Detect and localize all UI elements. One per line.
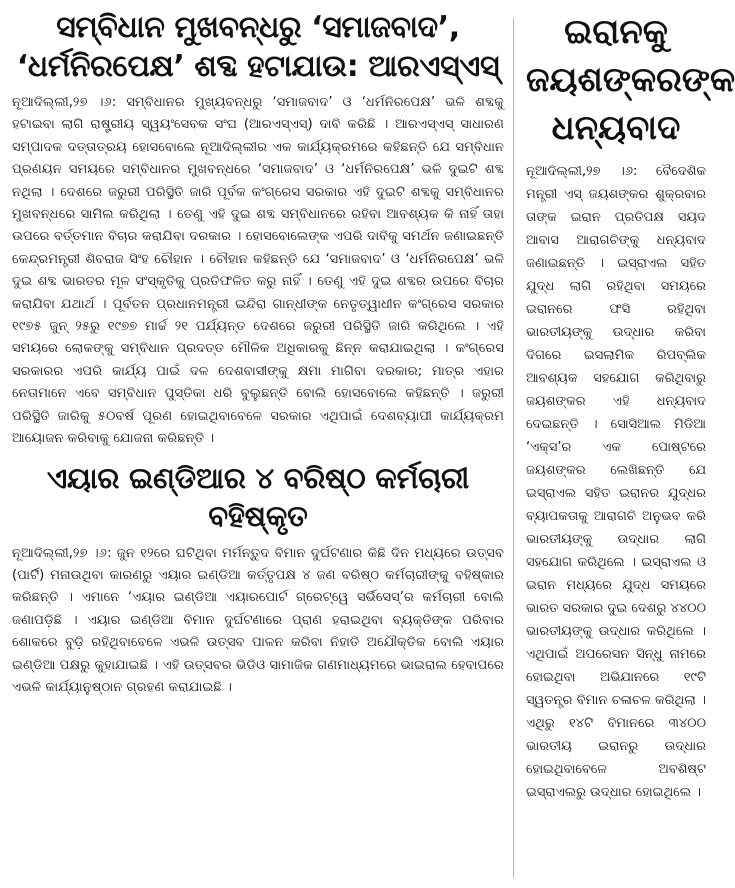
jaishankar-headline-line-1: ଇରାନକୁ	[564, 12, 668, 52]
air-india-article-body: ନୂଆଦିଲ୍ଲୀ,୨୭ ।୬: ଜୁନ ୧୨ରେ ଘଟିଥିବା ମର୍ମନ୍ତୁଦ ବିମାନ ଦୁର୍ଘଟଣାର କିଛି ଦିନ ମଧ୍ୟରେ ଉତ୍ସବ (ପାର୍ଟି) ମନାଉଥିବା କାରଣରୁ ଏୟାର ଇଣ୍ଡିଆ କର୍ତ୍ତୃପକ୍ଷ ୪ ଜଣ ବରିଷ୍ଠ କର୍ମଚାରୀଙ୍କୁ ବହିଷ୍କାର କରିଛନ୍ତି । ଏମାନେ ‘ଏୟାର ଇଣ୍ଡିଆ ଏୟାରପୋର୍ଟ ଗ୍ରେଟ୍ୱେ ସର୍ଭିସେସ୍’ର କର୍ମଚାରୀ ବୋଲି ଜଣାପଡ଼ିଛି । ଏୟାର ଇଣ୍ଡିଆ ବିମାନ ଦୁର୍ଘଟଣାରେ ପ୍ରାଣ ହରାଇଥିବା ବ୍ୟକ୍ତିଙ୍କ ପରିବାର ଶୋକରେ ବୁଡ଼ି ରହିଥିବାବେଳେ ଏଭଳି ଉତ୍ସବ ପାଳନ କରିବା ନିହାତି ଅଯୌକ୍ତିକ ବୋଲି ଏୟାର ଇଣ୍ଡିଆ ପକ୍ଷରୁ କୁହାଯାଇଛି । ଏହି ଉତ୍ସବର ଭିଡିଓ ସାମାଜିକ ଗଣମାଧ୍ୟମରେ ଭାଇରାଲ ହେବାପରେ ଏଭଳି କାର୍ଯ୍ୟାନୁଷ୍ଠାନ ଗ୍ରହଣ କରାଯାଇଛି ।	[12, 545, 504, 695]
rss-headline-line-2: ‘ଧର୍ମନିରପେକ୍ଷ’ ଶବ୍ଦ ହଟାଯାଉ: ଆରଏସ୍ଏସ୍	[16, 49, 500, 84]
rss-article-body: ନୂଆଦିଲ୍ଲୀ,୨୭ ।୬: ସମ୍ବିଧାନର ମୁଖ୍ୟବନ୍ଧରୁ ‘ସମାଜବାଦ’ ଓ ‘ଧର୍ମନିରପେକ୍ଷ’ ଭଳି ଶବ୍ଦକୁ ହଟାଇବା ଲାଗି ରାଷ୍ଟ୍ରୀୟ ସ୍ୱୟଂସେବକ ସଂଘ (ଆରଏସ୍ଏସ୍) ଦାବି କରିଛି । ଆରଏସ୍ଏସ୍ ସାଧାରଣ ସମ୍ପାଦକ ଦତ୍ତାତ୍ରୟ ହୋସବୋଲେ ନୂଆଦିଲ୍ଲୀର ଏକ କାର୍ଯ୍ୟକ୍ରମରେ କହିଛନ୍ତି ଯେ ସମ୍ବିଧାନ ପ୍ରଣୟନ ସମୟରେ ସମ୍ବିଧାନର ମୁଖବନ୍ଧରେ ‘ସମାଜବାଦ’ ଓ ‘ଧର୍ମନିରପେକ୍ଷ’ ଭଳି ଦୁଇଟି ଶବ୍ଦ ନଥିଲା । ଦେଶରେ ଜରୁରୀ ପରିସ୍ଥିତି ଜାରି ପୂର୍ବକ କଂଗ୍ରେସ ସରକାର ଏହି ଦୁଇଟି ଶବ୍ଦକୁ ସମ୍ବିଧାନର ମୁଖବନ୍ଧରେ ସାମିଲ କରିଥିଲା । ତେଣୁ ଏହି ଦୁଇ ଶବ୍ଦ ସମ୍ବିଧାନରେ ରହିବା ଆବଶ୍ୟକ କି ନାହିଁ ତାହା ଉପରେ ବର୍ତ୍ତମାନ ବିଚାର କରାଯିବା ଦରକାର । ହୋସବୋଲେଙ୍କ ଏପରି ଦାବିକୁ ସମର୍ଥନ ଜଣାଇଛନ୍ତି କେନ୍ଦ୍ରମନ୍ତ୍ରୀ ଶିବରାଜ ସିଂହ ଚୌହାନ । ଚୌହାନ କହିଛନ୍ତି ଯେ ‘ସମାଜବାଦ’ ଓ ‘ଧର୍ମନିରପେକ୍ଷ’ ଭଳି ଦୁଇ ଶବ୍ଦ ଭାରତର ମୂଳ ସଂସ୍କୃତିକୁ ପ୍ରତିଫଳିତ କରୁ ନାହିଁ । ତେଣୁ ଏହି ଦୁଇ ଶବ୍ଦର ଉପରେ ବିଚାର କରାଯିବା ଯଥାର୍ଥ । ପୂର୍ବତନ ପ୍ରଧାନମନ୍ତ୍ରୀ ଇନ୍ଦିରା ଗାନ୍ଧୀଙ୍କ ନେତୃତ୍ୱାଧୀନ କଂଗ୍ରେସ ସରକାର ୧୯୭୫ ଜୁନ୍ ୨୫ରୁ ୧୯୭୭ ମାର୍ଚ୍ଚ ୨୧ ପର୍ଯ୍ୟନ୍ତ ଦେଶରେ ଜରୁରୀ ପରିସ୍ଥିତି ଜାରି କରିଥିଲେ । ଏହି ସମୟରେ ଲୋକଙ୍କୁ ସମ୍ବିଧାନ ପ୍ରଦତ୍ତ ମୌଳିକ ଅଧିକାରକୁ ଛିନ୍ନ କରାଯାଇଥିଲା । କଂଗ୍ରେସ ସରକାରର ଏପରି କାର୍ଯ୍ୟ ପାଇଁ ଦଳ ଦେଶବାସୀଙ୍କୁ କ୍ଷମା ମାଗିବା ଦରକାର; ମାତ୍ର ଏହାର ନେତାମାନେ ଏବେ ସମ୍ବିଧାନ ପୁସ୍ତିକା ଧରି ବୁଲୁଛନ୍ତି ବୋଲି ହୋସବୋଲେ କହିଛନ୍ତି । ଜରୁରୀ ପରିସ୍ଥିତି ଜାରିକୁ ୫୦ବର୍ଷ ପୂରଣ ହୋଇଥିବାବେଳେ ସରକାର ଏଥିପାଇଁ ଦେଶବ୍ୟାପୀ କାର୍ଯ୍ୟକ୍ରମ ଆୟୋଜନ କରିବାକୁ ଯୋଜନା କରିଛନ୍ତି ।	[12, 95, 504, 447]
jaishankar-article-headline	[526, 8, 735, 152]
jaishankar-article-body: ନୂଆଦିଲ୍ଲୀ,୨୭ ।୬: ବୈଦେଶିକ ମନ୍ତ୍ରୀ ଏସ୍ ଜୟଶଙ୍କର ଶୁକ୍ରବାର ତାଙ୍କ ଇରାନ ପ୍ରତିପକ୍ଷ ସୟଦ ଆବାସ ଆରାଗଚିଙ୍କୁ ଧନ୍ୟବାଦ ଜଣାଇଛନ୍ତି । ଇସ୍ରାଏଲ ସହିତ ଯୁଦ୍ଧ ଲାଗି ରହିଥିବା ସମୟରେ ଇରାନରେ ଫସି ରହିଥିବା ଭାରତୀୟଙ୍କୁ ଉଦ୍ଧାର କରିବା ଦିଗରେ ଇସଲାମିକ ରିପବ୍ଲିକ ଆବଶ୍ୟକ ସହଯୋଗ କରିଥିବାରୁ ଜୟଶଙ୍କର ଏହି ଧନ୍ୟବାଦ ଦେଇଛନ୍ତି । ସୋସିଆଲ ମିଡିଆ ‘ଏକ୍ସ’ର ଏକ ପୋଷ୍ଟରେ ଜୟଶଙ୍କର ଲେଖିଛନ୍ତି ଯେ ଇସ୍ରାଏଲ ସହିତ ଇରାନର ଯୁଦ୍ଧର ବ୍ୟାପକତାକୁ ଆରାଗଚି ଅନୁଭବ କରି ଭାରତୀୟଙ୍କୁ ଉଦ୍ଧାର ଲାଗି ସହଯୋଗ କରିଥିଲେ । ଇସ୍ରାଏଲ ଓ ଇରାନ ମଧ୍ୟରେ ଯୁଦ୍ଧ ସମୟରେ ଭାରତ ସରକାର ଦୁଇ ଦେଶରୁ ୪୪୦୦ ଭାରତୀୟଙ୍କୁ ଉଦ୍ଧାର କରିଥିଲେ । ଏଥିପାଇଁ ଅପରେସନ ସିନ୍ଧୁ ନାମରେ ହୋଇଥିବା ଅଭିଯାନରେ ୧୯ଟି ସ୍ୱତନ୍ତ୍ର ବିମାନ ଚଳାଚଳ କରିଥିଲା । ଏଥିରୁ ୧୪ଟି ବିମାନରେ ୩୪୦୦ ଭାରତୀୟ ଇରାନରୁ ଉଦ୍ଧାର ହୋଇଥିବାବେଳେ ଅବଶିଷ୍ଟ ଇସ୍ରାଏଲରୁ ଉଦ୍ଧାର ହୋଇଥିଲେ ।	[526, 164, 706, 800]
jaishankar-headline-line-2: ଜୟଶଙ୍କରଙ୍କ	[526, 60, 735, 100]
column-divider	[513, 18, 514, 878]
right-column	[526, 8, 735, 804]
rss-headline-line-1: ସମ୍ବିଧାନ ମୁଖବନ୍ଧରୁ ‘ସମାଜବାଦ’,	[56, 10, 460, 45]
left-column	[12, 8, 504, 699]
jaishankar-headline-line-3: ଧନ୍ୟବାଦ	[551, 108, 681, 148]
rss-article-headline	[12, 8, 504, 86]
air-india-article-headline: ଏୟାର ଇଣ୍ଡିଆର ୪ ବରିଷ୍ଠ କର୍ମଚାରୀ ବହିଷ୍କୃତ	[46, 460, 470, 533]
